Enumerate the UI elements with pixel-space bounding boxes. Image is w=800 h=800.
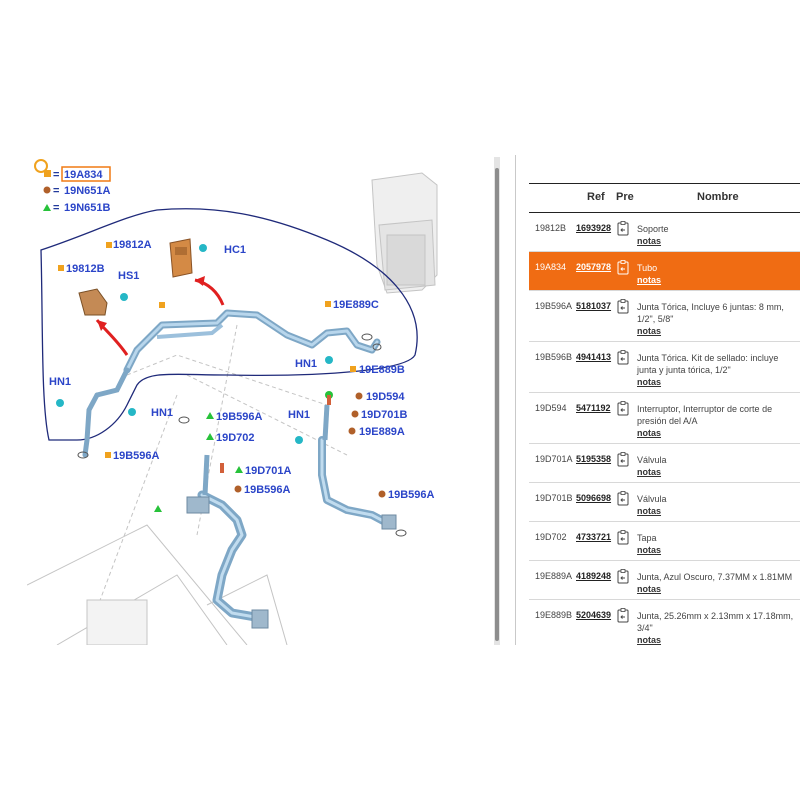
legend-triangle-marker [43,204,51,211]
part-code: 19B596B [535,352,573,362]
table-row[interactable] [529,291,800,342]
clipboard-icon[interactable] [617,350,629,365]
part-ref-link[interactable]: 5096698 [576,493,612,503]
clipboard-icon[interactable] [617,260,629,275]
svg-text:=: = [53,169,60,181]
part-name [637,493,797,517]
part-ref-link[interactable]: 2057978 [576,262,612,272]
part-ref-link[interactable]: 5195358 [576,454,612,464]
callout-19D594[interactable]: 19D594 [366,391,405,403]
parts-table [529,183,800,645]
part-name [637,610,797,645]
callout-19B596A-1[interactable]: 19B596A [216,411,263,423]
callout-19812B[interactable]: 19812B [66,263,105,275]
table-row[interactable] [529,483,800,522]
legend [35,160,111,214]
legend-item-19N651A: 19N651A [64,185,111,197]
clipboard-icon[interactable] [617,221,629,236]
part-name [637,262,797,286]
bracket-19812B[interactable] [79,289,107,315]
diagram-scrollbar-thumb[interactable] [495,168,499,641]
callout-HN1-b[interactable]: HN1 [49,376,72,388]
callout-19E889C[interactable]: 19E889C [333,299,379,311]
callout-HN1-d[interactable]: HN1 [288,409,311,421]
clipboard-icon[interactable] [617,299,629,314]
callout-19E889B[interactable]: 19E889B [359,364,405,376]
header-ref[interactable]: Ref [587,191,605,203]
table-row[interactable] [529,522,800,561]
clipboard-icon[interactable] [617,608,629,623]
legend-item-19A834: 19A834 [64,169,103,181]
part-ref-link[interactable]: 4941413 [576,352,612,362]
svg-text:=: = [53,202,60,214]
notes-link[interactable]: notas [637,275,662,285]
notes-link[interactable]: notas [637,377,662,387]
part-ref-link[interactable]: 1693928 [576,223,612,233]
header-name[interactable]: Nombre [697,191,739,203]
legend-item-19N651B: 19N651B [64,202,111,214]
legend-square-marker [44,170,51,177]
notes-link[interactable]: notas [637,506,662,516]
part-ref-link[interactable]: 4733721 [576,532,612,542]
clipboard-icon[interactable] [617,401,629,416]
table-row[interactable] [529,600,800,645]
legend-circle-marker [44,187,51,194]
part-description: Válvula [637,455,667,465]
callout-19D702[interactable]: 19D702 [216,432,255,444]
part-description: Junta Tórica, Incluye 6 juntas: 8 mm, 1/2", 5/8" [637,302,784,324]
part-description: Interruptor, Interruptor de corte de presión del A/A [637,404,773,426]
part-ref-link[interactable]: 5471192 [576,403,611,413]
table-row[interactable] [529,561,800,600]
bracket-19812A[interactable] [170,239,192,277]
part-name [637,301,797,337]
part-ref-link[interactable]: 5181037 [576,301,612,311]
part-name [637,532,797,556]
part-description: Tapa [637,533,657,543]
part-name [637,403,797,439]
part-code: 19D594 [535,403,567,413]
callout-19E889A[interactable]: 19E889A [359,426,405,438]
callout-19B596A-2[interactable]: 19B596A [244,484,291,496]
callout-HN1-c[interactable]: HN1 [151,407,174,419]
svg-text:=: = [53,185,60,197]
part-code: 19D701A [535,454,573,464]
parts-diagram[interactable] [27,155,499,645]
clipboard-icon[interactable] [617,569,629,584]
callout-19D701A[interactable]: 19D701A [245,465,292,477]
part-code: 19812B [535,223,567,233]
table-row[interactable] [529,252,800,291]
table-row[interactable] [529,213,800,252]
part-description: Junta, 25.26mm x 2.13mm x 17.18mm, 3/4" [637,611,794,633]
part-ref-link[interactable]: 4189248 [576,571,612,581]
arrow-19812A [195,280,223,305]
notes-link[interactable]: notas [637,428,662,438]
part-description: Válvula [637,494,667,504]
part-name [637,223,797,247]
callout-19812A[interactable]: 19812A [113,239,152,251]
clipboard-icon[interactable] [617,452,629,467]
callout-HC1[interactable]: HC1 [224,244,247,256]
part-name [637,571,797,595]
table-row[interactable] [529,342,800,393]
part-code: 19D701B [535,493,573,503]
parts-list-pane [529,155,800,645]
part-code: 19B596A [535,301,573,311]
notes-link[interactable]: notas [637,635,662,645]
part-code: 19D702 [535,532,567,542]
table-header [529,183,800,213]
part-code: 19A834 [535,262,567,272]
part-name [637,454,797,478]
notes-link[interactable]: notas [637,545,662,555]
callout-19D701B[interactable]: 19D701B [361,409,408,421]
notes-link[interactable]: notas [637,236,662,246]
notes-link[interactable]: notas [637,467,662,477]
callout-HS1[interactable]: HS1 [118,270,140,282]
part-description: Junta Tórica. Kit de sellado: incluye junta y junta tórica, 1/2" [637,353,779,375]
table-row[interactable] [529,444,800,483]
part-name [637,352,797,388]
part-ref-link[interactable]: 5204639 [576,610,612,620]
clipboard-icon[interactable] [617,530,629,545]
notes-link[interactable]: notas [637,584,662,594]
notes-link[interactable]: notas [637,326,662,336]
part-description: Tubo [637,263,658,273]
part-description: Soporte [637,224,669,234]
callout-19B596A-4[interactable]: 19B596A [388,489,435,501]
part-description: Junta, Azul Oscuro, 7.37MM x 1.81MM [637,572,793,582]
callout-19B596A-3[interactable]: 19B596A [113,450,160,462]
clipboard-icon[interactable] [617,491,629,506]
part-code: 19E889A [535,571,573,581]
parts-diagram-pane[interactable] [27,155,499,645]
callout-HN1-a[interactable]: HN1 [295,358,318,370]
pane-divider[interactable] [515,155,516,645]
header-pre[interactable]: Pre [616,191,634,203]
table-row[interactable] [529,393,800,444]
part-code: 19E889B [535,610,573,620]
